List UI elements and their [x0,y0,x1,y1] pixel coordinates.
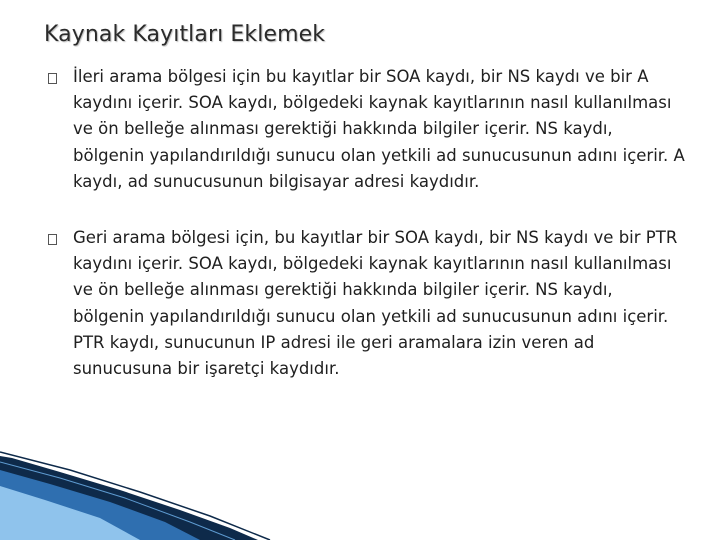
wave-light-band [0,486,140,540]
wave-line [0,452,270,540]
bullet-text: Geri arama bölgesi için, bu kayıtlar bir SOA kaydı, bir NS kaydı ve bir PTR kaydını içerir. SOA kaydı, bölgedeki kaynak kayıtlarının nasıl kullanılması ve ön belleğe alınması gerektiği hakkında bilgiler içerir. NS kaydı, bölgenin yapılandırıldığı sunucu olan yetkili ad sunucusunun adını içerir. PTR kaydı, sunucunun IP adresi ile geri aramalara izin veren ad sunucusuna bir işaretçi kaydıdır. [73,228,678,379]
wave-blue-band [0,470,200,540]
slide-title: Kaynak Kayıtları Eklemek [44,22,326,47]
wave-dark-band [0,456,258,540]
bullet-item [48,225,688,382]
square-bullet-icon [48,234,57,245]
square-bullet-icon [48,73,57,84]
bullet-text: İleri arama bölgesi için bu kayıtlar bir SOA kaydı, bir NS kaydı ve bir A kaydını içerir. SOA kaydı, bölgedeki kaynak kayıtlarının nasıl kullanılması ve ön belleğe alınması gerektiği hakkında bilgiler içerir. NS kaydı, bölgenin yapılandırıldığı sunucu olan yetkili ad sunucusunun adını içerir. A kaydı, ad sunucusunun bilgisayar adresi kaydıdır. [73,67,685,191]
bullet-list [48,64,688,412]
bullet-item [48,64,688,195]
wave-line [0,462,235,540]
